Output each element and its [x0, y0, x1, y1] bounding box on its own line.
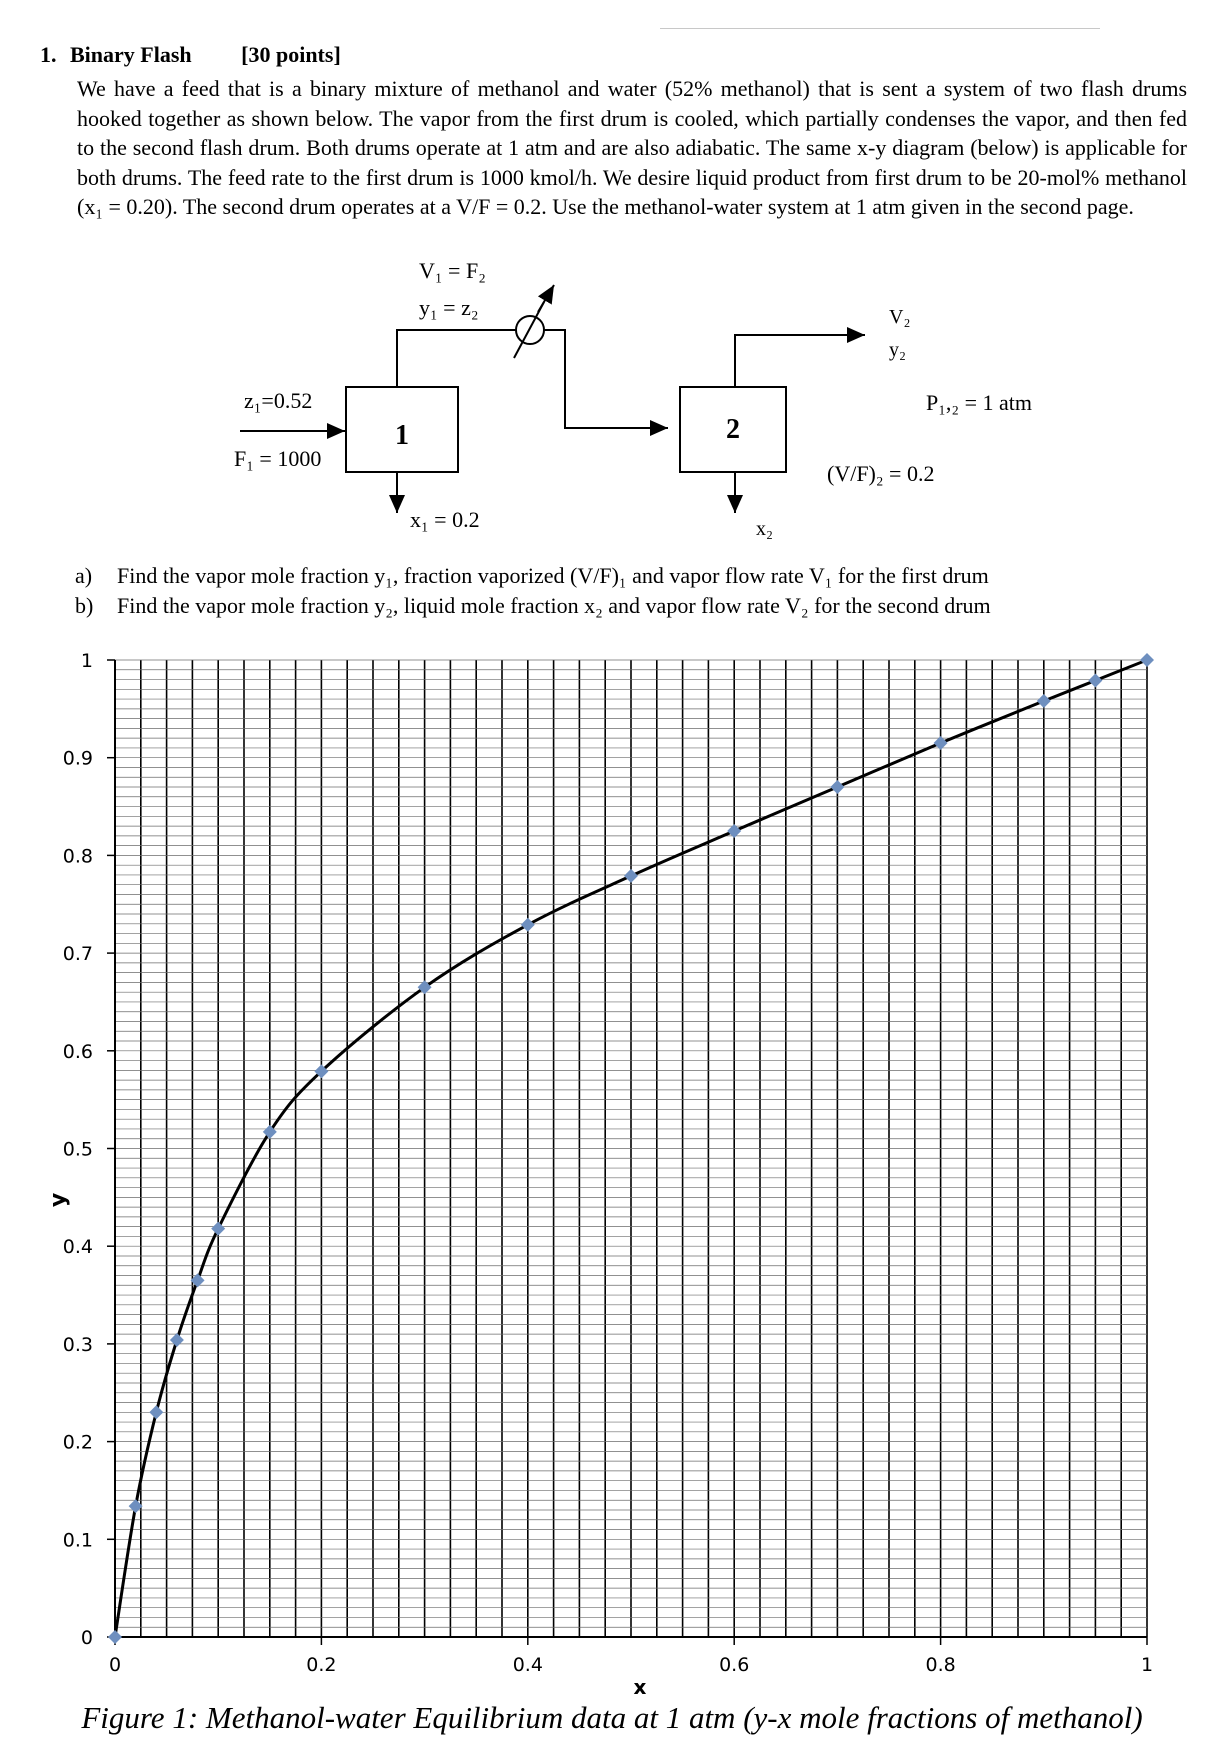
label-p12: P₁,₂ = 1 atm	[926, 390, 1032, 415]
x-tick-label: 0.8	[925, 1654, 956, 1676]
y-tick-label: 0.6	[62, 1040, 93, 1063]
question-name: Binary Flash	[70, 42, 192, 67]
label-vf2: (V/F)₂ = 0.2	[827, 461, 935, 486]
part-a-text: Find the vapor mole fraction y₁, fraction vaporized (V/F)₁ and vapor flow rate V₁ for the first drum	[117, 563, 989, 588]
figure-caption: Figure 1: Methanol-water Equilibrium data at 1 atm (y-x mole fractions of methanol)	[81, 1700, 1143, 1735]
drum-1-label: 1	[395, 420, 409, 451]
x-tick-label: 0.6	[719, 1654, 750, 1676]
y-tick-label: 0.2	[62, 1431, 93, 1454]
y-tick-label: 0.3	[62, 1333, 93, 1356]
y-tick-label: 0.4	[62, 1236, 93, 1259]
flash-drum-diagram	[0, 0, 1224, 560]
x-tick-label: 0.2	[306, 1654, 337, 1676]
data-point-marker	[211, 1222, 225, 1236]
y-tick-label: 0.5	[62, 1138, 93, 1161]
question-body: We have a feed that is a binary mixture of methanol and water (52% methanol) that is sent a system of two flash drums hooked together as shown below. The vapor from the first drum is cooled, which partially condenses the vapor, and then fed to the second flash drum. Both drums operate at 1 atm and are also adiabatic. The same x-y diagram (below) is applicable for both drums. The feed rate to the first drum is 1000 kmol/h. We desire liquid product from first drum to be 20-mol% methanol (x₁ = 0.20). The second drum operates at a V/F = 0.2. Use the methanol-water system at 1 atm given in the second page.	[77, 76, 1187, 219]
y-tick-label: 0.8	[62, 845, 93, 868]
data-point-marker	[624, 869, 638, 883]
y-axis-label: y	[46, 1192, 71, 1208]
valve-arrow-icon	[538, 285, 554, 312]
x-axis-label: x	[633, 1675, 647, 1699]
data-point-marker	[521, 918, 535, 932]
part-b-label: b)	[75, 593, 94, 618]
label-y2: y₂	[889, 339, 906, 361]
data-point-marker	[1037, 694, 1051, 708]
chart-tick-labels	[63, 650, 1153, 1676]
x-tick-label: 1	[1140, 1654, 1154, 1676]
question-parts	[75, 561, 991, 621]
vapor-stream-2	[735, 335, 865, 387]
x-tick-label: 0.4	[512, 1654, 543, 1676]
part-a	[75, 561, 991, 591]
question-number: 1.	[40, 42, 57, 67]
data-point-marker	[170, 1333, 184, 1347]
drum-2-label: 2	[726, 414, 740, 445]
y-tick-label: 0.9	[62, 747, 93, 770]
data-point-marker	[149, 1405, 163, 1419]
label-f1: F₁ = 1000	[234, 446, 322, 471]
label-y1-z2: y₁ = z₂	[419, 295, 479, 320]
y-tick-label: 0.1	[62, 1529, 93, 1552]
heat-exchanger	[514, 285, 554, 358]
data-point-marker	[1088, 674, 1102, 688]
data-point-marker	[830, 780, 844, 794]
label-v2: V₂	[889, 306, 911, 328]
y-tick-label: 0	[80, 1627, 93, 1649]
label-z1: z₁=0.52	[244, 388, 313, 413]
question-points: [30 points]	[241, 42, 341, 67]
x-tick-label: 0	[108, 1654, 122, 1676]
data-point-marker	[108, 1630, 122, 1644]
equilibrium-chart	[0, 630, 1224, 1730]
label-v1-f2: V₁ = F₂	[419, 258, 486, 283]
part-b	[75, 591, 991, 621]
y-tick-label: 0.7	[62, 943, 93, 966]
chart-grid	[115, 660, 1147, 1637]
part-b-text: Find the vapor mole fraction y₂, liquid mole fraction x₂ and vapor flow rate V₂ for the second drum	[117, 593, 991, 618]
part-a-label: a)	[75, 563, 93, 588]
y-tick-label: 1	[80, 650, 93, 672]
label-x2: x₂	[756, 518, 773, 540]
chart-axes	[107, 660, 1147, 1645]
label-x1: x₁ = 0.2	[410, 507, 480, 532]
data-point-marker	[1140, 653, 1154, 667]
